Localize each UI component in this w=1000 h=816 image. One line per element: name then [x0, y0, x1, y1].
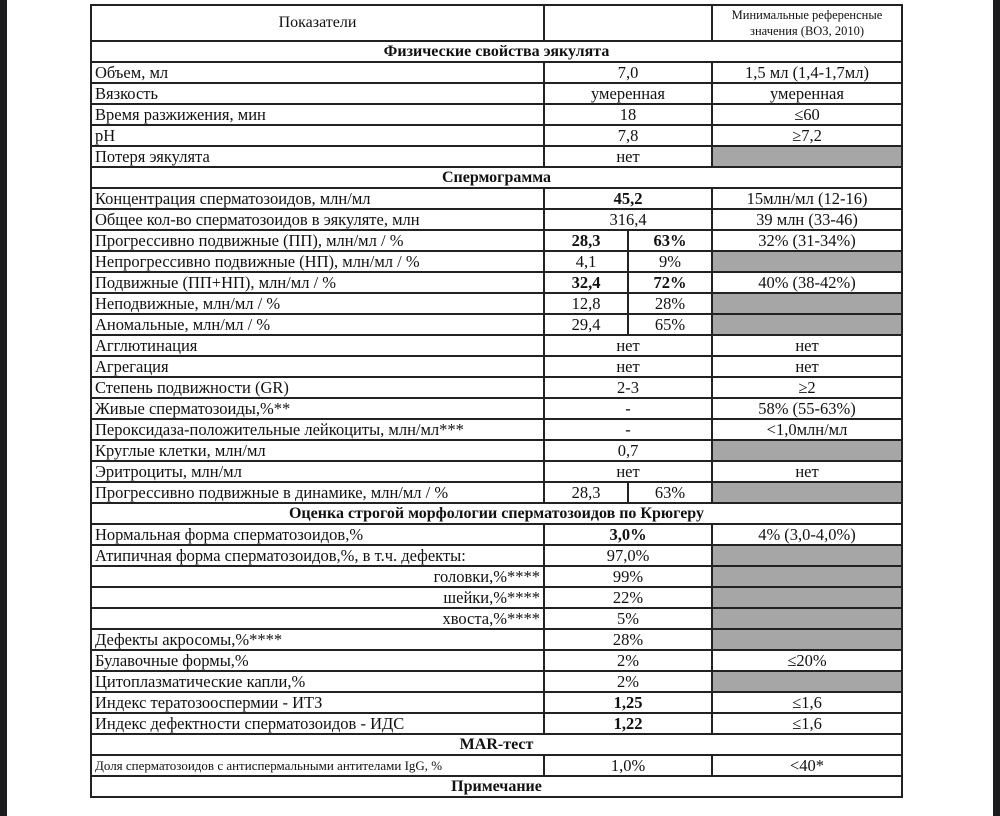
table-row: [91, 440, 902, 461]
table-row: [91, 209, 902, 230]
header-result: [544, 5, 712, 41]
table-row: [91, 398, 902, 419]
row-reference-empty: [712, 293, 902, 314]
row-reference: 58% (55-63%): [712, 398, 902, 419]
row-label: Аномальные, млн/мл / %: [91, 314, 544, 335]
table-header-row: [91, 5, 902, 41]
row-reference: 40% (38-42%): [712, 272, 902, 293]
row-label: Потеря эякулята: [91, 146, 544, 167]
table-row: [91, 230, 902, 251]
row-value: 2-3: [544, 377, 712, 398]
table-row: [91, 608, 902, 629]
row-label: Прогрессивно подвижные в динамике, млн/мл / %: [91, 482, 544, 503]
row-label: Индекс дефектности сперматозоидов - ИДС: [91, 713, 544, 734]
row-label: Круглые клетки, млн/мл: [91, 440, 544, 461]
section-title: MAR-тест: [91, 734, 902, 755]
semen-analysis-table: [90, 4, 903, 798]
row-reference: ≥7,2: [712, 125, 902, 146]
table-row: [91, 524, 902, 545]
row-reference-empty: [712, 587, 902, 608]
row-reference: умеренная: [712, 83, 902, 104]
row-reference: <40*: [712, 755, 902, 776]
row-percent: 28%: [628, 293, 712, 314]
table-row: [91, 125, 902, 146]
row-reference: ≤1,6: [712, 713, 902, 734]
row-label: Подвижные (ПП+НП), млн/мл / %: [91, 272, 544, 293]
row-value: 2%: [544, 650, 712, 671]
row-value: 28,3: [544, 482, 628, 503]
row-value: -: [544, 398, 712, 419]
table-row: [91, 419, 902, 440]
row-reference: ≤1,6: [712, 692, 902, 713]
row-value: 3,0%: [544, 524, 712, 545]
row-reference-empty: [712, 566, 902, 587]
section-title: Оценка строгой морфологии сперматозоидов по Крюгеру: [91, 503, 902, 524]
row-label: Эритроциты, млн/мл: [91, 461, 544, 482]
table-row: [91, 377, 902, 398]
row-label: Степень подвижности (GR): [91, 377, 544, 398]
table-row: [91, 692, 902, 713]
row-reference-empty: [712, 482, 902, 503]
table-row: [91, 356, 902, 377]
table-row: [91, 293, 902, 314]
row-percent: 63%: [628, 482, 712, 503]
table-row: [91, 251, 902, 272]
row-reference-empty: [712, 608, 902, 629]
row-value: 0,7: [544, 440, 712, 461]
row-value: 316,4: [544, 209, 712, 230]
header-reference: Минимальные референсные значения (ВОЗ, 2010): [712, 5, 902, 41]
row-reference: 39 млн (33-46): [712, 209, 902, 230]
row-reference: 15млн/мл (12-16): [712, 188, 902, 209]
row-reference-empty: [712, 671, 902, 692]
row-reference-empty: [712, 440, 902, 461]
row-value: -: [544, 419, 712, 440]
row-value: нет: [544, 356, 712, 377]
row-value: 2%: [544, 671, 712, 692]
row-value: 1,0%: [544, 755, 712, 776]
row-value: 7,8: [544, 125, 712, 146]
row-value: 4,1: [544, 251, 628, 272]
row-reference: 4% (3,0-4,0%): [712, 524, 902, 545]
table-row: [91, 650, 902, 671]
section-note: [91, 776, 902, 797]
row-value: 99%: [544, 566, 712, 587]
table-row: [91, 461, 902, 482]
row-label: Живые сперматозоиды,%**: [91, 398, 544, 419]
row-value: 97,0%: [544, 545, 712, 566]
row-value: 5%: [544, 608, 712, 629]
table-row: [91, 566, 902, 587]
table-row: [91, 188, 902, 209]
row-reference: 32% (31-34%): [712, 230, 902, 251]
table-row: [91, 713, 902, 734]
row-percent: 72%: [628, 272, 712, 293]
row-label: хвоста,%****: [91, 608, 544, 629]
row-value: 22%: [544, 587, 712, 608]
row-value: 18: [544, 104, 712, 125]
row-label: Цитоплазматические капли,%: [91, 671, 544, 692]
row-label: Неподвижные, млн/мл / %: [91, 293, 544, 314]
row-reference-empty: [712, 545, 902, 566]
row-label: Атипичная форма сперматозоидов,%, в т.ч. дефекты:: [91, 545, 544, 566]
row-label: Объем, мл: [91, 62, 544, 83]
table-row: [91, 629, 902, 650]
row-value: умеренная: [544, 83, 712, 104]
row-reference: <1,0млн/мл: [712, 419, 902, 440]
table-row: [91, 62, 902, 83]
row-label: Индекс тератозооспермии - ИТЗ: [91, 692, 544, 713]
table-row: [91, 272, 902, 293]
row-label: Концентрация сперматозоидов, млн/мл: [91, 188, 544, 209]
table-row: [91, 671, 902, 692]
row-label: pH: [91, 125, 544, 146]
row-label: Прогрессивно подвижные (ПП), млн/мл / %: [91, 230, 544, 251]
row-label: Вязкость: [91, 83, 544, 104]
row-value: нет: [544, 335, 712, 356]
row-value: нет: [544, 461, 712, 482]
row-label: Пероксидаза-положительные лейкоциты, млн/мл***: [91, 419, 544, 440]
row-value: нет: [544, 146, 712, 167]
row-label: Непрогрессивно подвижные (НП), млн/мл / %: [91, 251, 544, 272]
row-reference: ≤60: [712, 104, 902, 125]
section-mar-test: [91, 734, 902, 755]
row-label: Доля сперматозоидов с антиспермальными антителами IgG, %: [91, 755, 544, 776]
row-percent: 65%: [628, 314, 712, 335]
screen-frame-edge: [993, 0, 1000, 816]
row-value: 29,4: [544, 314, 628, 335]
section-physical: [91, 41, 902, 62]
row-reference-empty: [712, 251, 902, 272]
table-row: [91, 146, 902, 167]
table-row: [91, 335, 902, 356]
row-reference-empty: [712, 314, 902, 335]
row-label: Агглютинация: [91, 335, 544, 356]
row-label: шейки,%****: [91, 587, 544, 608]
section-title: Спермограмма: [91, 167, 902, 188]
table-row: [91, 83, 902, 104]
row-label: Булавочные формы,%: [91, 650, 544, 671]
table-row: [91, 755, 902, 776]
row-label: Агрегация: [91, 356, 544, 377]
row-value: 1,25: [544, 692, 712, 713]
row-value: 28,3: [544, 230, 628, 251]
row-reference-empty: [712, 629, 902, 650]
row-value: 32,4: [544, 272, 628, 293]
row-reference: нет: [712, 461, 902, 482]
row-value: 28%: [544, 629, 712, 650]
section-title: Примечание: [91, 776, 902, 797]
row-label: Нормальная форма сперматозоидов,%: [91, 524, 544, 545]
row-reference: 1,5 мл (1,4-1,7мл): [712, 62, 902, 83]
row-label: Дефекты акросомы,%****: [91, 629, 544, 650]
row-reference: нет: [712, 335, 902, 356]
table-row: [91, 104, 902, 125]
row-reference: нет: [712, 356, 902, 377]
row-reference: ≥2: [712, 377, 902, 398]
section-kruger: [91, 503, 902, 524]
table-row: [91, 587, 902, 608]
row-value: 12,8: [544, 293, 628, 314]
section-spermogram: [91, 167, 902, 188]
row-percent: 63%: [628, 230, 712, 251]
table-row: [91, 545, 902, 566]
row-value: 1,22: [544, 713, 712, 734]
section-title: Физические свойства эякулята: [91, 41, 902, 62]
row-reference: ≤20%: [712, 650, 902, 671]
row-label: Время разжижения, мин: [91, 104, 544, 125]
row-reference-empty: [712, 146, 902, 167]
row-percent: 9%: [628, 251, 712, 272]
table-row: [91, 482, 902, 503]
row-label: Общее кол-во сперматозоидов в эякуляте, млн: [91, 209, 544, 230]
row-label: головки,%****: [91, 566, 544, 587]
header-indicators: Показатели: [91, 5, 544, 41]
row-value: 45,2: [544, 188, 712, 209]
table-row: [91, 314, 902, 335]
document-page: [7, 0, 993, 816]
row-value: 7,0: [544, 62, 712, 83]
